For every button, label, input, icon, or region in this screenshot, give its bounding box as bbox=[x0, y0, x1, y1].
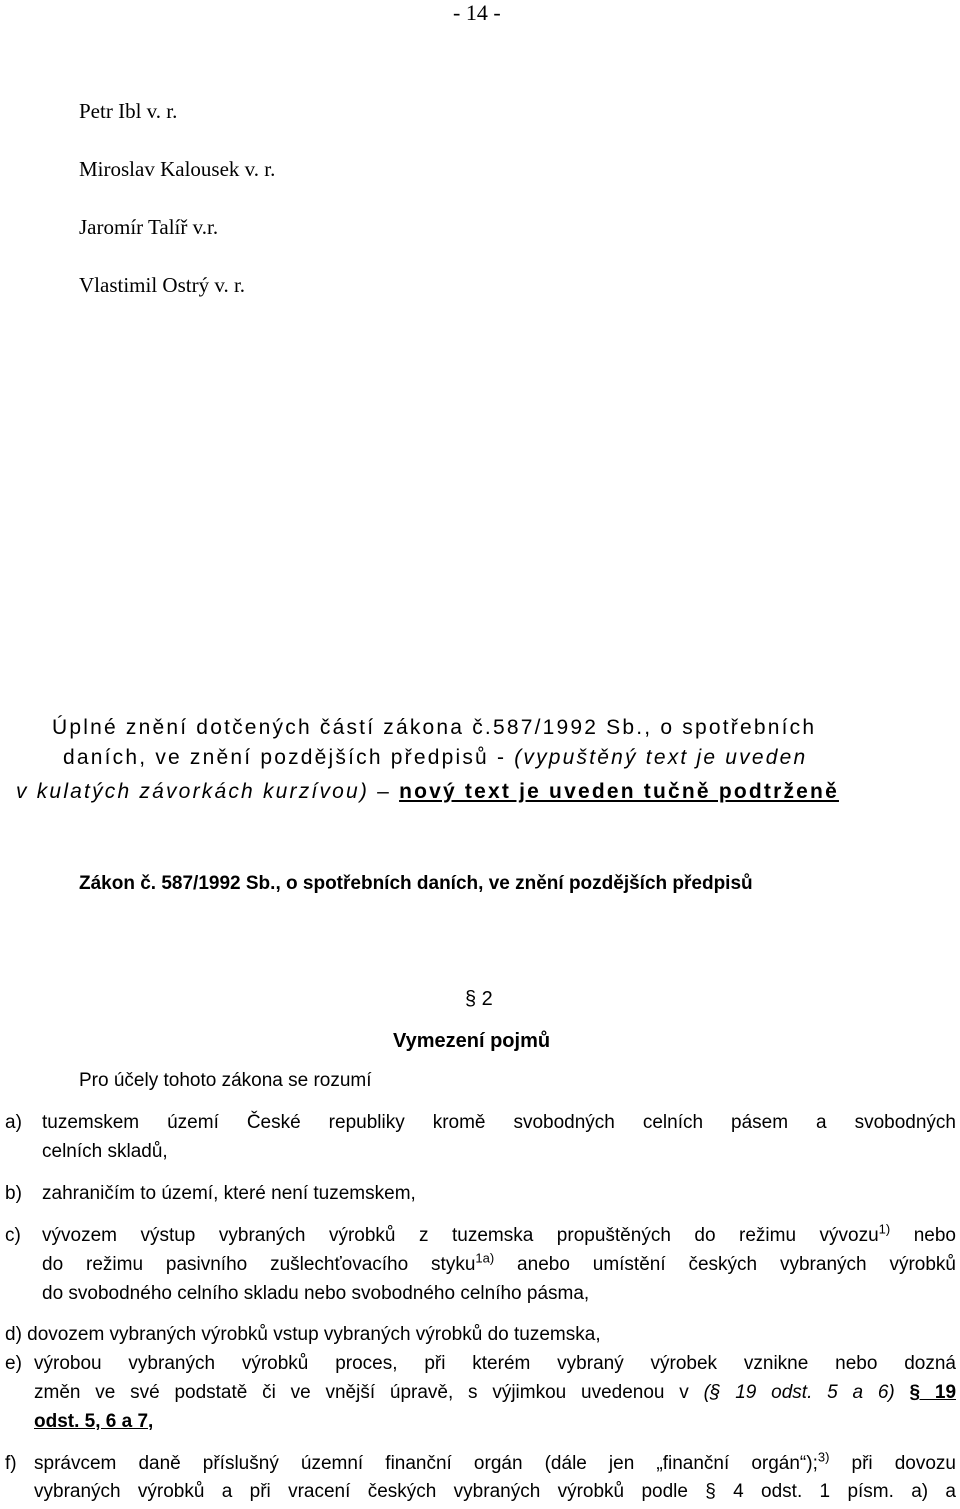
item-a-line-1: tuzemskem území České republiky kromě svobodných celních pásem a svobodných bbox=[42, 1112, 956, 1133]
item-b-label: b) bbox=[5, 1183, 22, 1204]
footnote-ref-1: 1) bbox=[878, 1221, 891, 1237]
page-number: - 14 - bbox=[453, 0, 501, 25]
law-name: , o spotřebních daních, ve znění pozdějších předpisů bbox=[275, 873, 753, 894]
item-c-line-2-end: anebo umístění českých vybraných výrobků bbox=[494, 1254, 956, 1275]
item-e-deleted-ref: (§ 19 odst. 5 a 6) bbox=[703, 1382, 895, 1403]
heading-new-text-note: nový text je uveden tučně podtrženě bbox=[399, 780, 839, 803]
heading-line-1: Úplné znění dotčených částí zákona č.587/1992 Sb., o spotřebních bbox=[52, 716, 817, 739]
item-e-line-2-text: změn ve své podstatě či ve vnější úpravě, s výjimkou uvedenou v bbox=[34, 1382, 704, 1403]
item-b-line-1: zahraničím to území, které není tuzemskem, bbox=[42, 1183, 416, 1204]
item-d-line: d) dovozem vybraných výrobků vstup vybraných výrobků do tuzemska, bbox=[5, 1324, 601, 1345]
item-c-label: c) bbox=[5, 1225, 21, 1246]
item-c-line-1-end: nebo bbox=[890, 1225, 957, 1246]
item-e-new-ref: § 19 bbox=[909, 1382, 957, 1403]
intro-text: Pro účely tohoto zákona se rozumí bbox=[79, 1070, 372, 1091]
heading-line-2-text: daních, ve znění pozdějších předpisů - bbox=[63, 746, 515, 769]
item-e-label: e) bbox=[5, 1353, 22, 1374]
signature-2: Miroslav Kalousek v. r. bbox=[79, 157, 276, 181]
item-a-label: a) bbox=[5, 1112, 22, 1133]
heading-line-3 bbox=[16, 780, 839, 804]
law-number: Zákon č. 587/1992 Sb. bbox=[79, 873, 276, 894]
heading-italic-note: v kulatých závorkách kurzívou) bbox=[16, 780, 370, 803]
item-c-line-3: do svobodného celního skladu nebo svobodného celního pásma, bbox=[42, 1283, 590, 1304]
item-c-line-1-text: vývozem výstup vybraných výrobků z tuzemska propuštěných do režimu vývozu bbox=[42, 1225, 879, 1246]
signature-1: Petr Ibl v. r. bbox=[79, 99, 178, 123]
item-a-line-2: celních skladů, bbox=[42, 1141, 168, 1162]
item-e-line-2 bbox=[34, 1382, 956, 1404]
section-title: Vymezení pojmů bbox=[393, 1030, 551, 1052]
item-e-line-3: odst. 5, 6 a 7, bbox=[34, 1411, 154, 1432]
footnote-ref-1a: 1a) bbox=[475, 1250, 495, 1266]
footnote-ref-3: 3) bbox=[817, 1449, 830, 1465]
heading-deleted-note: (vypuštěný text je uveden bbox=[514, 746, 808, 769]
item-f-line-2: vybraných výrobků a při vracení českých vybraných výrobků podle § 4 odst. 1 písm. a) a bbox=[34, 1481, 956, 1502]
section-mark: § 2 bbox=[465, 988, 493, 1010]
signature-4: Vlastimil Ostrý v. r. bbox=[79, 273, 246, 297]
item-c-line-1 bbox=[42, 1221, 957, 1247]
law-title bbox=[79, 873, 753, 895]
item-f-line-1-end: při dovozu bbox=[829, 1453, 956, 1474]
item-e-line-1: výrobou vybraných výrobků proces, při kterém vybraný výrobek vznikne nebo dozná bbox=[34, 1353, 956, 1374]
item-c-line-2-text: do režimu pasivního zušlechťovacího styku bbox=[42, 1254, 476, 1275]
item-f-line-1-text: správcem daně příslušný územní finanční orgán (dále jen „finanční orgán“); bbox=[34, 1453, 818, 1474]
item-f-line-1 bbox=[34, 1449, 956, 1475]
item-c-line-2 bbox=[42, 1250, 956, 1276]
signature-3: Jaromír Talíř v.r. bbox=[79, 215, 219, 239]
item-f-label: f) bbox=[5, 1453, 17, 1474]
heading-line-2 bbox=[63, 746, 807, 770]
heading-dash: – bbox=[369, 780, 400, 803]
